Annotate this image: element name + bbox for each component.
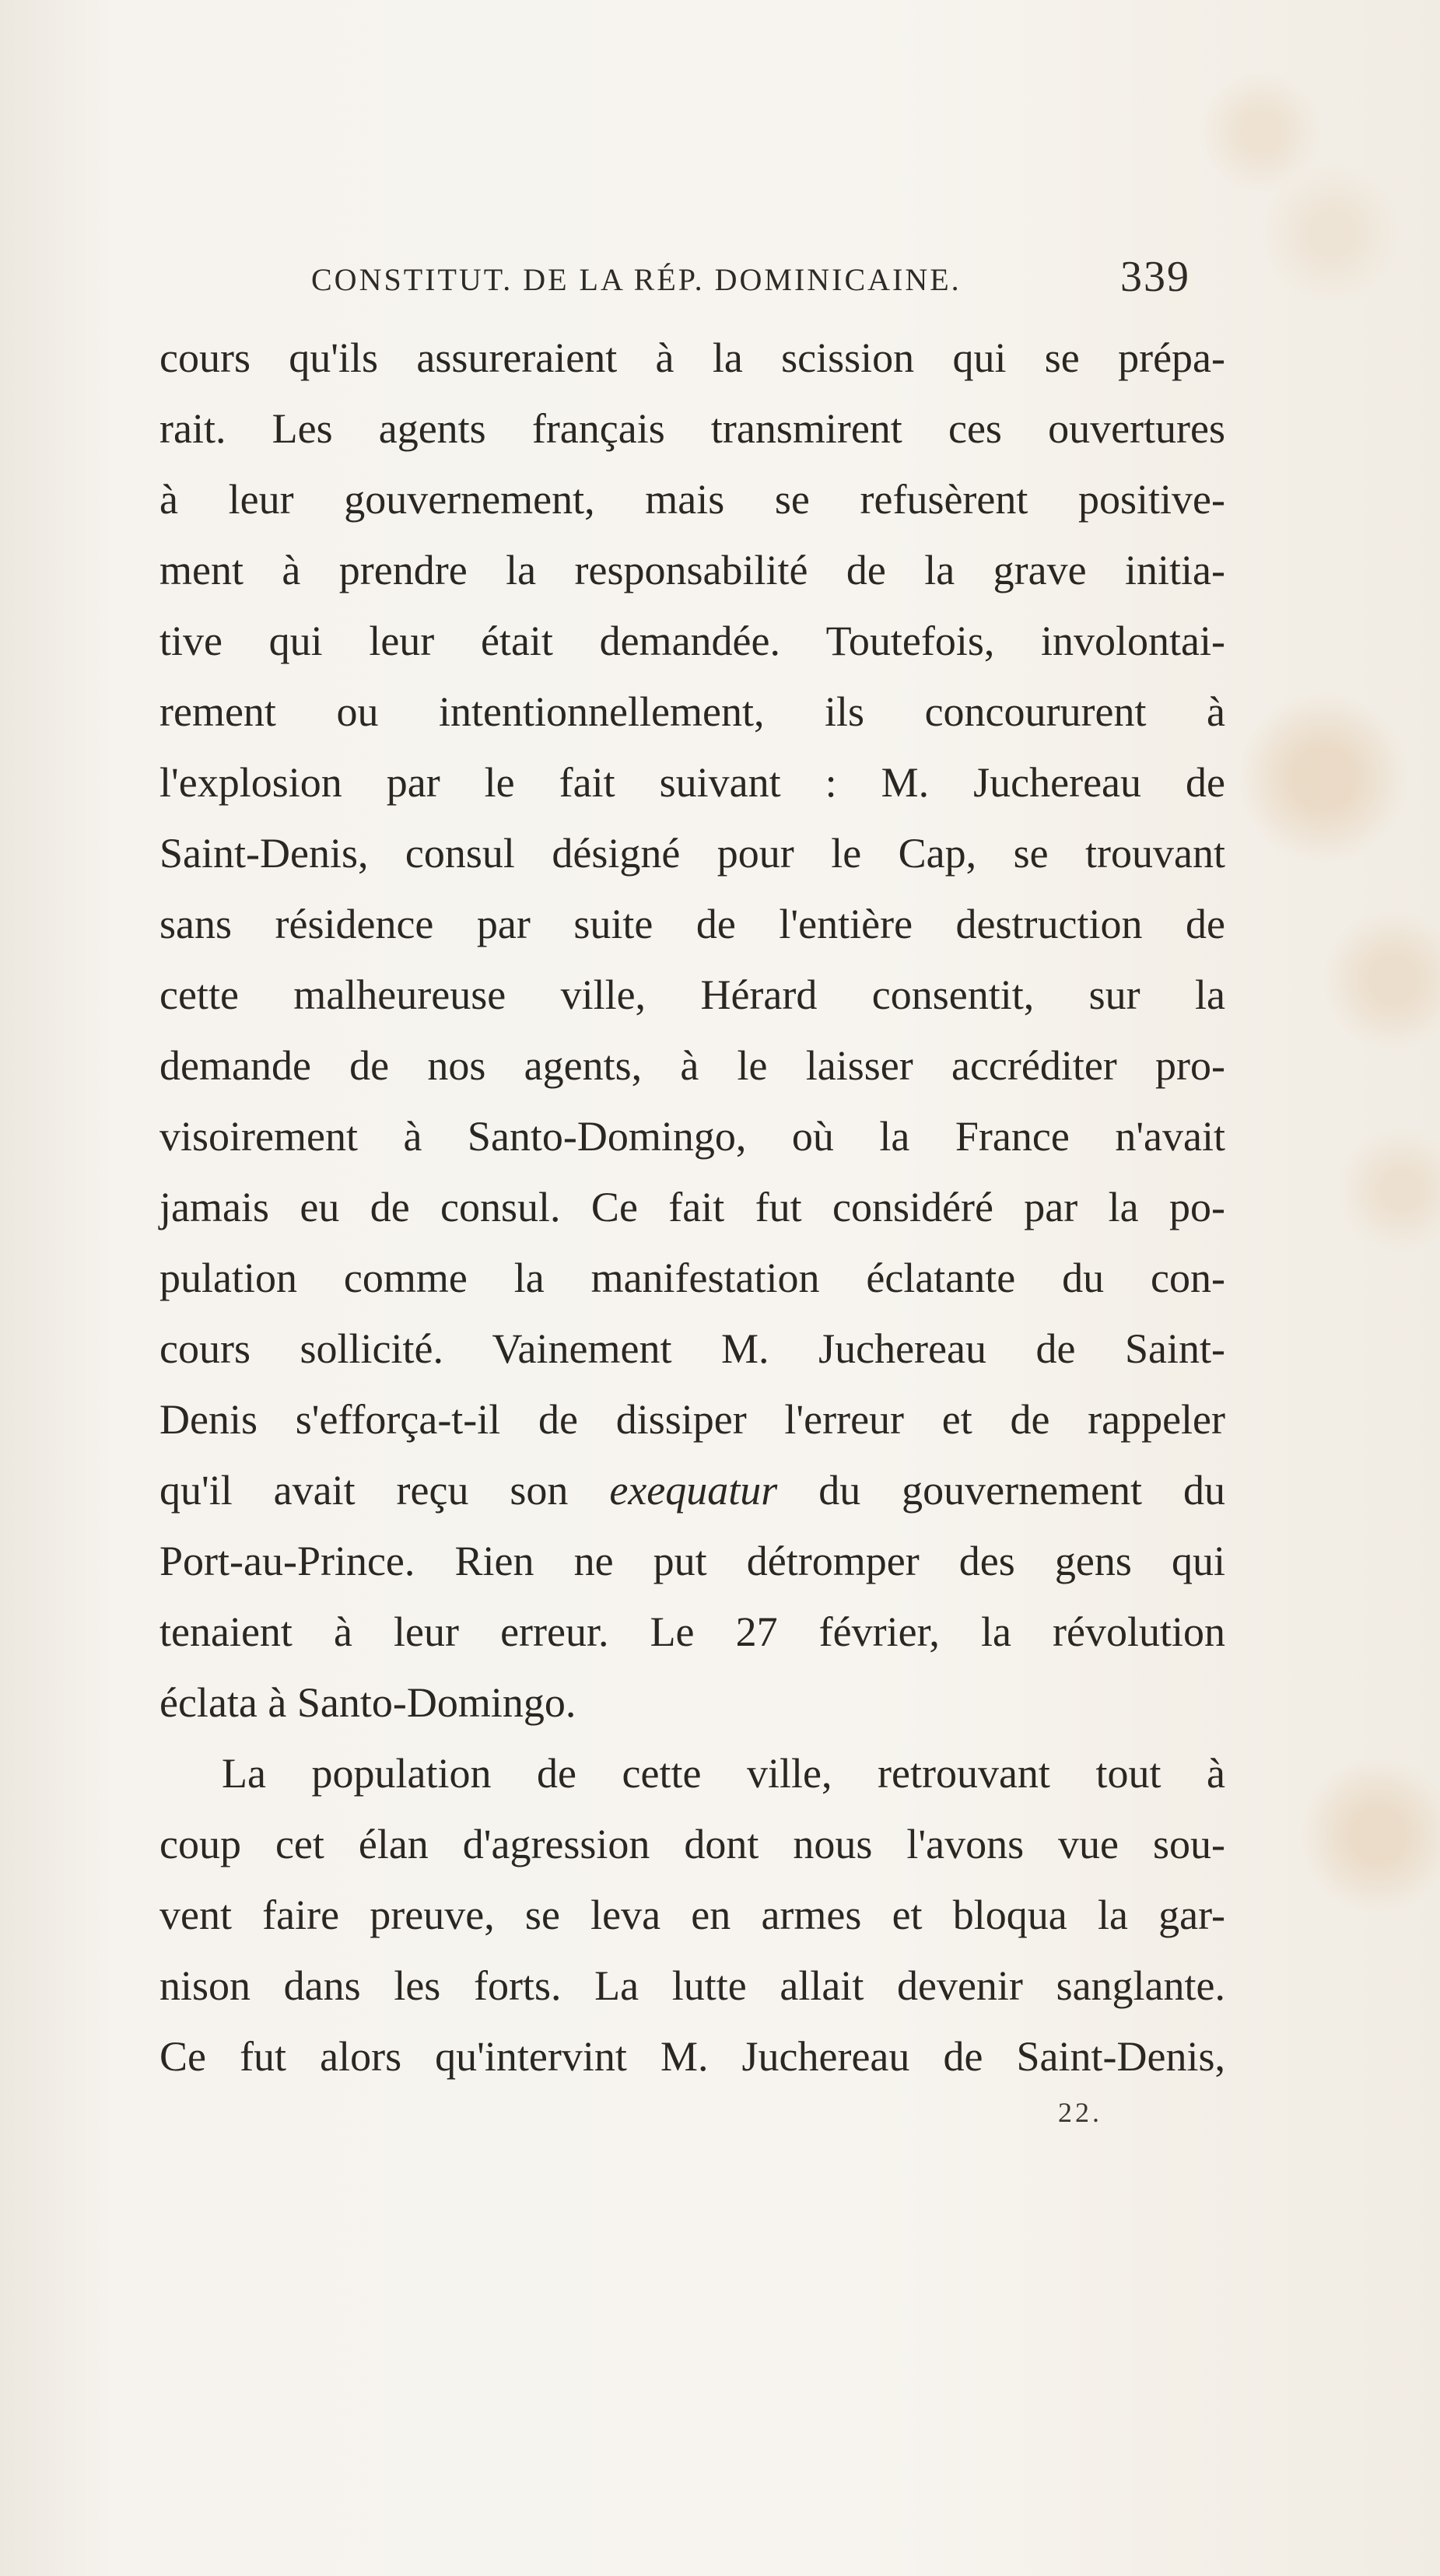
paragraph-end-line: éclata à Santo-Domingo. — [159, 1679, 576, 1726]
text-line: vent faire preuve, se leva en armes et bloqua la gar- — [159, 1892, 1225, 1938]
text-line: demande de nos agents, à le laisser accréditer pro- — [159, 1042, 1225, 1089]
text-line: rait. Les agents français transmirent ces ouvertures — [159, 405, 1225, 452]
text-line: visoirement à Santo-Domingo, où la France n'avait — [159, 1113, 1225, 1160]
text-line: rement ou intentionnellement, ils concoururent à — [159, 688, 1225, 735]
text-line: qu'il avait reçu son exequatur du gouvernement du — [159, 1467, 1225, 1514]
text-line: pulation comme la manifestation éclatante du con- — [159, 1255, 1225, 1301]
signature-mark: 22. — [1058, 2097, 1102, 2128]
text-line: à leur gouvernement, mais se refusèrent positive- — [159, 476, 1225, 523]
text-line: sans résidence par suite de l'entière destruction de — [159, 901, 1225, 947]
text-line: l'explosion par le fait suivant : M. Juchereau de — [159, 759, 1225, 806]
italic-term: exequatur — [609, 1467, 778, 1514]
text-line: Port-au-Prince. Rien ne put détromper des gens qui — [159, 1538, 1225, 1584]
text-line: ment à prendre la responsabilité de la grave initia- — [159, 547, 1225, 593]
text-line: cette malheureuse ville, Hérard consentit, sur la — [159, 971, 1225, 1018]
text-line: cours qu'ils assureraient à la scission qui se prépa- — [159, 334, 1225, 381]
text-line: tive qui leur était demandée. Toutefois, involontai- — [159, 618, 1225, 664]
text-line: Ce fut alors qu'intervint M. Juchereau de Saint-Denis, — [159, 2033, 1225, 2080]
text-line: nison dans les forts. La lutte allait devenir sanglante. — [159, 1962, 1225, 2009]
running-title: CONSTITUT. DE LA RÉP. DOMINICAINE. — [311, 262, 962, 297]
page-number: 339 — [1120, 253, 1190, 301]
text-line: coup cet élan d'agression dont nous l'avons vue sou- — [159, 1821, 1225, 1867]
text-line: tenaient à leur erreur. Le 27 février, la révolution — [159, 1608, 1225, 1655]
text-line: cours sollicité. Vainement M. Juchereau de Saint- — [159, 1325, 1225, 1372]
text-line: Saint-Denis, consul désigné pour le Cap, se trouvant — [159, 830, 1225, 877]
text-line: Denis s'efforça-t-il de dissiper l'erreur et de rappeler — [159, 1396, 1225, 1443]
page-header — [311, 247, 1190, 317]
body-text — [159, 323, 1225, 2092]
text-line: jamais eu de consul. Ce fait fut considéré par la po- — [159, 1184, 1225, 1230]
paragraph-start-line: La population de cette ville, retrouvant tout à — [222, 1750, 1225, 1797]
